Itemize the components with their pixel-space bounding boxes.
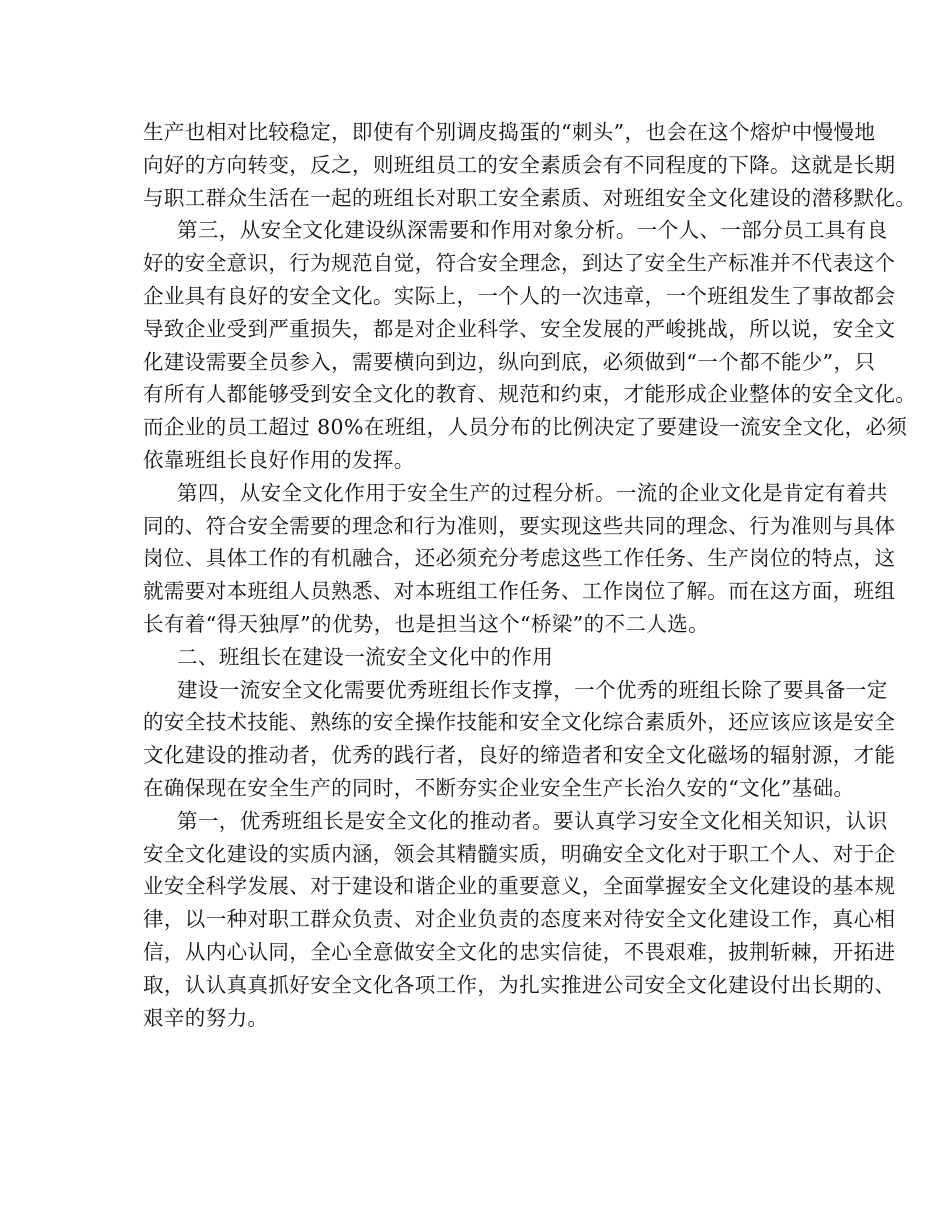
text-line: 建设一流安全文化需要优秀班组长作支撑，一个优秀的班组长除了要具备一定 [177, 677, 888, 702]
text-line: 信，从内心认同，全心全意做安全文化的忠实信徒，不畏艰难，披荆斩棘，开拓进 [143, 939, 896, 964]
text-line: 第四，从安全文化作用于安全生产的过程分析。一流的企业文化是肯定有着共 [177, 480, 888, 505]
text-line: 第一，优秀班组长是安全文化的推动者。要认真学习安全文化相关知识，认识 [177, 808, 888, 833]
text-line: 的安全技术技能、熟练的安全操作技能和安全文化综合素质外，还应该应该是安全 [143, 710, 896, 735]
text-line: 依靠班组长良好作用的发挥。 [143, 447, 415, 472]
text-line: 导致企业受到严重损失，都是对企业科学、安全发展的严峻挑战，所以说，安全文 [143, 316, 896, 341]
text-line: 岗位、具体工作的有机融合，还必须充分考虑这些工作任务、生产岗位的特点，这 [143, 546, 896, 571]
body-text [143, 116, 917, 1034]
text-line: 企业具有良好的安全文化。实际上，一个人的一次违章，一个班组发生了事故都会 [143, 283, 896, 308]
text-line: 业安全科学发展、对于建设和谐企业的重要意义，全面掌握安全文化建设的基本规 [143, 874, 896, 899]
text-line: 律，以一种对职工群众负责、对企业负责的态度来对待安全文化建设工作，真心相 [143, 907, 896, 932]
text-line: 长有着“得天独厚”的优势，也是担当这个“桥梁”的不二人选。 [143, 611, 710, 636]
text-line: 二、班组长在建设一流安全文化中的作用 [177, 644, 554, 669]
text-line: 艰辛的努力。 [143, 1005, 269, 1030]
text-line: 有所有人都能够受到安全文化的教育、规范和约束，才能形成企业整体的安全文化。 [143, 382, 917, 407]
text-line: 安全文化建设的实质内涵，领会其精髓实质，明确安全文化对于职工个人、对于企 [143, 841, 896, 866]
text-line: 生产也相对比较稳定，即使有个别调皮捣蛋的“刺头”，也会在这个熔炉中慢慢地 [143, 120, 876, 144]
text-line: 取，认认真真抓好安全文化各项工作，为扎实推进公司安全文化建设付出长期的、 [143, 972, 896, 997]
text-line: 就需要对本班组人员熟悉、对本班组工作任务、工作岗位了解。而在这方面，班组 [143, 579, 896, 604]
text-line: 向好的方向转变，反之，则班组员工的安全素质会有不同程度的下降。这就是长期 [143, 152, 896, 177]
text-line: 在确保现在安全生产的同时，不断夯实企业安全生产长治久安的“文化”基础。 [143, 775, 855, 800]
text-line: 同的、符合安全需要的理念和行为准则，要实现这些共同的理念、行为准则与具体 [143, 513, 896, 538]
text-line: 而企业的员工超过 80%在班组，人员分布的比例决定了要建设一流安全文化，必须 [143, 415, 908, 440]
text-line: 化建设需要全员参入，需要横向到边，纵向到底，必须做到“一个都不能少”，只 [143, 349, 876, 374]
text-line: 第三，从安全文化建设纵深需要和作用对象分析。一个人、一部分员工具有良 [177, 218, 888, 243]
text-line: 文化建设的推动者，优秀的践行者，良好的缔造者和安全文化磁场的辐射源，才能 [143, 743, 896, 768]
text-line: 与职工群众生活在一起的班组长对职工安全素质、对班组安全文化建设的潜移默化。 [143, 185, 917, 210]
text-line: 好的安全意识，行为规范自觉，符合安全理念，到达了安全生产标准并不代表这个 [143, 251, 896, 276]
